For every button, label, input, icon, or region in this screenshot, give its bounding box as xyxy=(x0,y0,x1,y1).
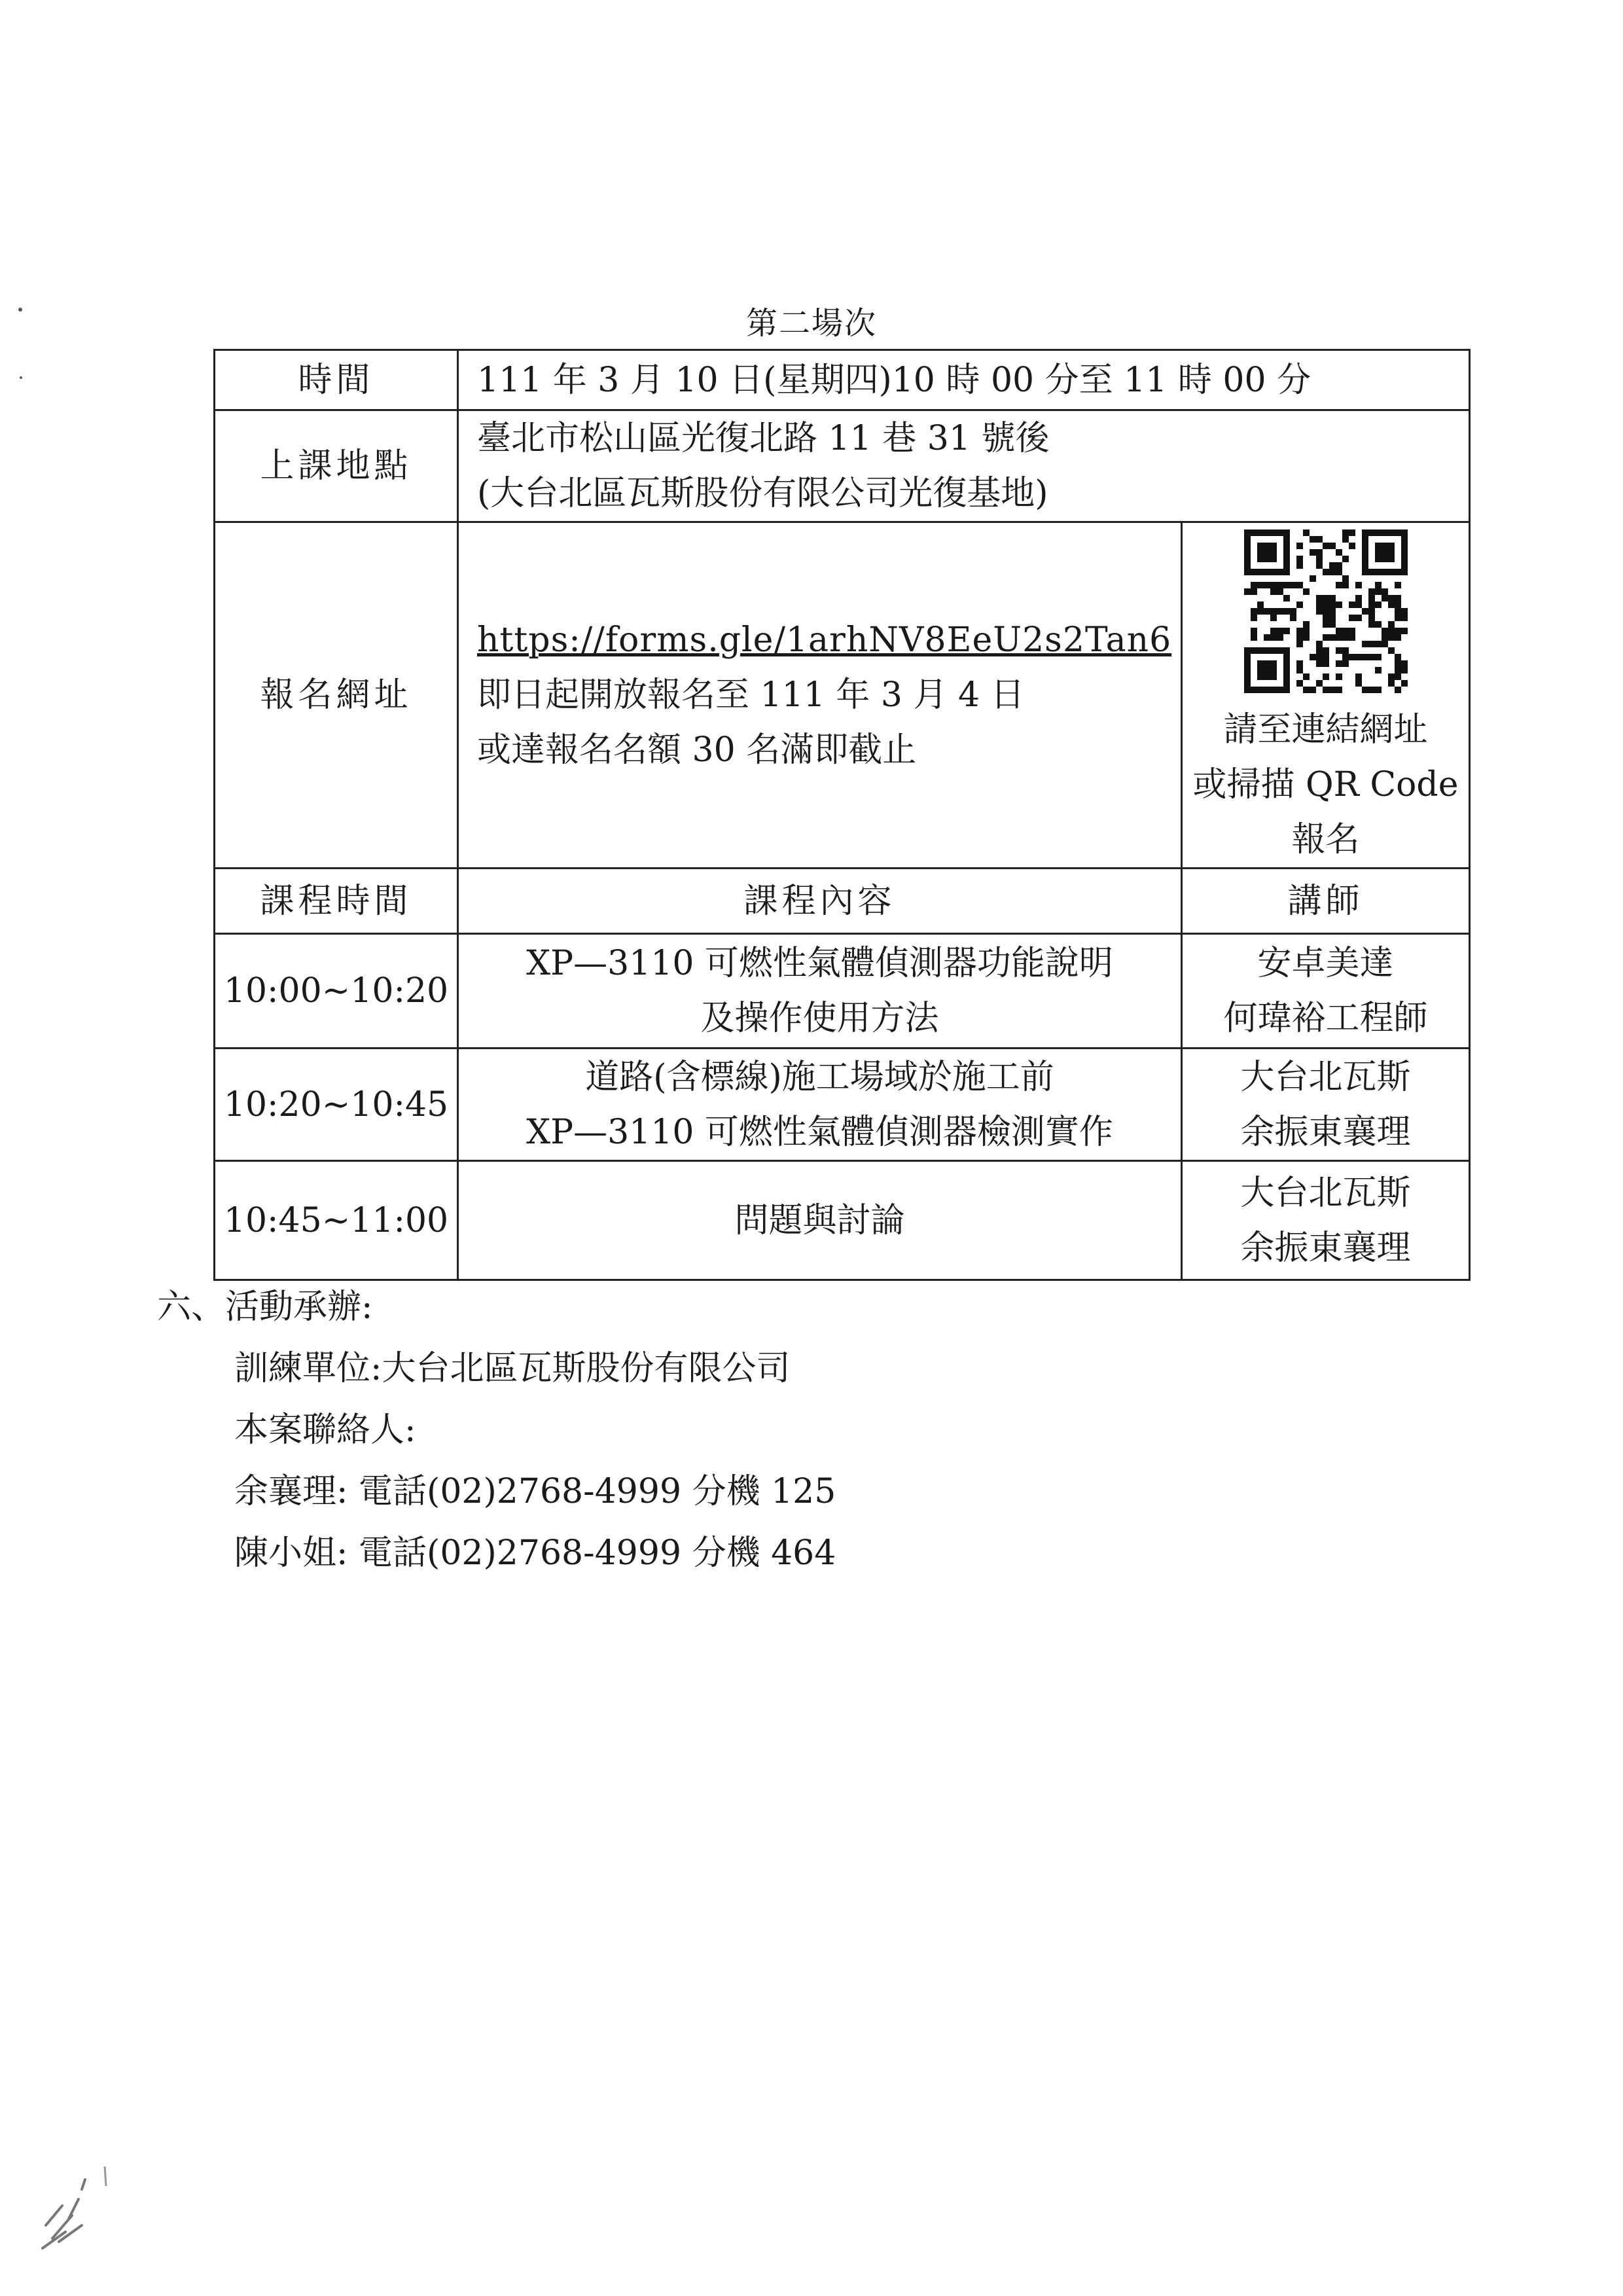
qr-module xyxy=(1382,641,1388,647)
schedule-row xyxy=(215,1049,1470,1161)
session-table xyxy=(213,349,1471,1281)
qr-module xyxy=(1336,562,1342,569)
qr-module xyxy=(1303,621,1310,628)
qr-module xyxy=(1296,562,1303,569)
qr-module xyxy=(1401,608,1408,615)
qr-module xyxy=(1270,582,1277,588)
time-row xyxy=(215,350,1470,410)
qr-module xyxy=(1303,687,1310,693)
qr-module xyxy=(1336,673,1342,680)
qr-module xyxy=(1296,667,1303,673)
qr-module xyxy=(1316,549,1323,556)
qr-module xyxy=(1303,673,1310,680)
qr-module xyxy=(1395,660,1401,667)
qr-module xyxy=(1342,575,1349,582)
schedule-row xyxy=(215,934,1470,1049)
qr-module xyxy=(1251,608,1257,615)
schedule-row xyxy=(215,1161,1470,1280)
qr-module xyxy=(1395,654,1401,660)
qr-module xyxy=(1368,615,1375,621)
location-value xyxy=(458,410,1470,522)
qr-module xyxy=(1257,601,1264,608)
content-line: 及操作使用方法 xyxy=(700,999,939,1038)
qr-module xyxy=(1362,654,1368,660)
qr-module xyxy=(1375,654,1382,660)
header-content: 課程內容 xyxy=(458,869,1182,934)
qr-instruction-1: 請至連結網址 xyxy=(1223,710,1428,749)
qr-module xyxy=(1329,634,1336,641)
qr-module xyxy=(1375,621,1382,628)
contact-line: 余襄理: 電話(02)2768-4999 分機 125 xyxy=(234,1472,836,1511)
qr-module xyxy=(1336,628,1342,634)
qr-module xyxy=(1342,634,1349,641)
qr-module xyxy=(1368,641,1375,647)
registration-deadline: 即日起開放報名至 111 年 3 月 4 日 xyxy=(477,675,1025,715)
location-base: (大台北區瓦斯股份有限公司光復基地) xyxy=(477,474,1048,513)
qr-module xyxy=(1316,647,1323,654)
qr-module xyxy=(1323,654,1329,660)
qr-module xyxy=(1283,582,1290,588)
qr-module xyxy=(1296,601,1303,608)
qr-module xyxy=(1323,634,1329,641)
qr-module xyxy=(1368,621,1375,628)
schedule-instructor xyxy=(1182,1161,1470,1280)
qr-module xyxy=(1316,556,1323,562)
schedule-time: 10:45~11:00 xyxy=(215,1161,458,1280)
qr-module xyxy=(1388,647,1395,654)
time-label: 時間 xyxy=(215,350,458,410)
qr-module xyxy=(1349,634,1355,641)
qr-module xyxy=(1342,582,1349,588)
qr-module xyxy=(1283,628,1290,634)
qr-module xyxy=(1303,628,1310,634)
qr-module xyxy=(1395,582,1401,588)
qr-module xyxy=(1264,634,1270,641)
qr-module xyxy=(1316,680,1323,687)
qr-module xyxy=(1388,595,1395,601)
qr-module xyxy=(1316,641,1323,647)
qr-module xyxy=(1316,660,1323,667)
qr-module xyxy=(1375,582,1382,588)
qr-module xyxy=(1401,680,1408,687)
qr-module xyxy=(1323,543,1329,549)
qr-module xyxy=(1375,588,1382,595)
qr-module xyxy=(1336,687,1342,693)
qr-module xyxy=(1270,608,1277,615)
registration-row xyxy=(215,522,1470,869)
qr-module xyxy=(1382,595,1388,601)
qr-module xyxy=(1375,543,1395,562)
qr-module xyxy=(1388,634,1395,641)
qr-module xyxy=(1342,660,1349,667)
qr-module xyxy=(1342,628,1349,634)
qr-module xyxy=(1296,556,1303,562)
qr-module xyxy=(1342,556,1349,562)
registration-info xyxy=(458,522,1182,869)
schedule-instructor xyxy=(1182,1049,1470,1161)
qr-module xyxy=(1375,667,1382,673)
qr-module xyxy=(1336,660,1342,667)
qr-module xyxy=(1355,654,1362,660)
qr-module xyxy=(1310,549,1316,556)
qr-instruction-2: 或掃描 QR Code xyxy=(1192,765,1459,804)
qr-module xyxy=(1401,615,1408,621)
qr-module xyxy=(1336,549,1342,556)
qr-module xyxy=(1342,529,1349,536)
qr-module xyxy=(1349,654,1355,660)
schedule-time: 10:00~10:20 xyxy=(215,934,458,1049)
qr-module xyxy=(1277,588,1283,595)
qr-module xyxy=(1349,529,1355,536)
qr-module xyxy=(1395,601,1401,608)
qr-module xyxy=(1244,588,1251,595)
qr-module xyxy=(1277,628,1283,634)
qr-module xyxy=(1303,529,1310,536)
schedule-content xyxy=(458,934,1182,1049)
qr-module xyxy=(1368,588,1375,595)
qr-module xyxy=(1310,575,1316,582)
location-label: 上課地點 xyxy=(215,410,458,522)
content-line: 問題與討論 xyxy=(734,1200,905,1240)
qr-module xyxy=(1362,608,1368,615)
qr-module xyxy=(1310,654,1316,660)
qr-module xyxy=(1283,608,1290,615)
time-value: 111 年 3 月 10 日(星期四)10 時 00 分至 11 時 00 分 xyxy=(458,350,1470,410)
qr-module xyxy=(1388,621,1395,628)
qr-module xyxy=(1277,634,1283,641)
qr-module xyxy=(1290,582,1296,588)
qr-module xyxy=(1355,680,1362,687)
scan-mark-icon xyxy=(33,2127,124,2258)
qr-module xyxy=(1270,628,1277,634)
qr-module xyxy=(1323,647,1329,654)
qr-module xyxy=(1336,647,1342,654)
qr-module xyxy=(1362,687,1368,693)
registration-label: 報名網址 xyxy=(215,522,458,869)
qr-module xyxy=(1349,601,1355,608)
qr-module xyxy=(1375,641,1382,647)
location-row xyxy=(215,410,1470,522)
qr-module xyxy=(1257,543,1277,562)
scan-speck xyxy=(18,308,22,312)
qr-module xyxy=(1290,615,1296,621)
qr-module xyxy=(1355,601,1362,608)
qr-module xyxy=(1264,582,1270,588)
qr-module xyxy=(1395,595,1401,601)
qr-module xyxy=(1401,628,1408,634)
qr-module xyxy=(1395,673,1401,680)
qr-module xyxy=(1355,582,1362,588)
qr-module xyxy=(1277,608,1283,615)
qr-module xyxy=(1296,660,1303,667)
qr-module xyxy=(1329,687,1336,693)
organizer-section xyxy=(157,1276,836,1584)
schedule-instructor xyxy=(1182,934,1470,1049)
qr-module xyxy=(1368,595,1375,601)
contact-line: 陳小姐: 電話(02)2768-4999 分機 464 xyxy=(234,1534,836,1573)
qr-module xyxy=(1323,660,1329,667)
schedule-header-row xyxy=(215,869,1470,934)
qr-module xyxy=(1382,628,1388,634)
qr-module xyxy=(1270,588,1277,595)
qr-module xyxy=(1296,543,1303,549)
instructor-line: 余振東襄理 xyxy=(1240,1228,1411,1268)
qr-module xyxy=(1336,601,1342,608)
qr-module xyxy=(1349,543,1355,549)
qr-module xyxy=(1303,588,1310,595)
qr-module xyxy=(1329,569,1336,575)
qr-module xyxy=(1251,588,1257,595)
location-address: 臺北市松山區光復北路 11 巷 31 號後 xyxy=(477,419,1050,458)
instructor-line: 大台北瓦斯 xyxy=(1240,1173,1411,1213)
qr-module xyxy=(1257,660,1277,680)
qr-module xyxy=(1375,601,1382,608)
qr-module xyxy=(1382,634,1388,641)
content-line: XP—3110 可燃性氣體偵測器檢測實作 xyxy=(526,1112,1113,1152)
qr-module xyxy=(1401,660,1408,667)
qr-module xyxy=(1296,634,1303,641)
qr-module xyxy=(1342,647,1349,654)
content-line: XP—3110 可燃性氣體偵測器功能說明 xyxy=(526,944,1113,983)
qr-module xyxy=(1395,615,1401,621)
qr-module xyxy=(1388,680,1395,687)
qr-code-icon[interactable] xyxy=(1244,529,1408,693)
qr-module xyxy=(1336,634,1342,641)
training-unit: 訓練單位:大台北區瓦斯股份有限公司 xyxy=(234,1349,791,1388)
qr-module xyxy=(1329,562,1336,569)
qr-module xyxy=(1277,582,1283,588)
contact-heading: 本案聯絡人: xyxy=(234,1410,416,1450)
schedule-content xyxy=(458,1161,1182,1280)
qr-module xyxy=(1251,634,1257,641)
header-time: 課程時間 xyxy=(215,869,458,934)
content-line: 道路(含標線)施工場域於施工前 xyxy=(585,1057,1054,1097)
qr-module xyxy=(1257,608,1264,615)
session-title: 第二場次 xyxy=(745,305,877,342)
qr-module xyxy=(1257,582,1264,588)
instructor-line: 安卓美達 xyxy=(1257,944,1394,983)
qr-module xyxy=(1355,595,1362,601)
qr-module xyxy=(1251,628,1257,634)
qr-module xyxy=(1355,673,1362,680)
schedule-time: 10:20~10:45 xyxy=(215,1049,458,1161)
qr-module xyxy=(1296,680,1303,687)
qr-module xyxy=(1336,582,1342,588)
qr-module xyxy=(1336,569,1342,575)
qr-module xyxy=(1349,615,1355,621)
qr-module xyxy=(1388,601,1395,608)
qr-module xyxy=(1368,601,1375,608)
qr-module xyxy=(1382,588,1388,595)
instructor-line: 大台北瓦斯 xyxy=(1240,1057,1411,1097)
registration-quota: 或達報名名額 30 名滿即截止 xyxy=(477,730,917,770)
qr-module xyxy=(1251,582,1257,588)
qr-module xyxy=(1368,608,1375,615)
qr-module xyxy=(1375,687,1382,693)
qr-cell xyxy=(1182,522,1470,869)
qr-module xyxy=(1303,634,1310,641)
qr-module xyxy=(1388,628,1395,634)
qr-module xyxy=(1355,615,1362,621)
qr-module xyxy=(1388,673,1395,680)
qr-module xyxy=(1296,628,1303,634)
qr-module xyxy=(1395,667,1401,673)
qr-module xyxy=(1323,673,1329,680)
scan-speck xyxy=(20,376,22,379)
qr-module xyxy=(1395,687,1401,693)
qr-module xyxy=(1349,628,1355,634)
qr-module xyxy=(1395,634,1401,641)
qr-module xyxy=(1342,654,1349,660)
qr-module xyxy=(1316,562,1323,569)
qr-module xyxy=(1310,687,1316,693)
qr-module xyxy=(1323,608,1336,628)
instructor-line: 余振東襄理 xyxy=(1240,1112,1411,1152)
qr-instruction-3: 報名 xyxy=(1291,820,1360,859)
qr-module xyxy=(1342,536,1349,543)
organizer-heading: 六、活動承辦: xyxy=(157,1287,373,1327)
qr-module xyxy=(1368,654,1375,660)
qr-module xyxy=(1329,543,1336,549)
qr-module xyxy=(1323,687,1329,693)
qr-module xyxy=(1316,654,1323,660)
instructor-line: 何瑋裕工程師 xyxy=(1223,999,1428,1038)
qr-module xyxy=(1290,608,1296,615)
qr-module xyxy=(1395,628,1401,634)
qr-module xyxy=(1310,536,1316,543)
registration-link[interactable]: https://forms.gle/1arhNV8EeU2s2Tan6 xyxy=(477,620,1172,660)
qr-module xyxy=(1323,569,1329,575)
qr-module xyxy=(1270,615,1277,621)
header-instructor: 講師 xyxy=(1182,869,1470,934)
qr-module xyxy=(1362,641,1368,647)
qr-module xyxy=(1296,641,1303,647)
qr-module xyxy=(1368,687,1375,693)
qr-module xyxy=(1264,608,1270,615)
qr-module xyxy=(1401,667,1408,673)
qr-module xyxy=(1316,536,1323,543)
qr-module xyxy=(1296,582,1303,588)
qr-module xyxy=(1251,615,1257,621)
qr-module xyxy=(1283,595,1290,601)
qr-module xyxy=(1270,634,1277,641)
qr-module xyxy=(1395,608,1401,615)
schedule-content xyxy=(458,1049,1182,1161)
